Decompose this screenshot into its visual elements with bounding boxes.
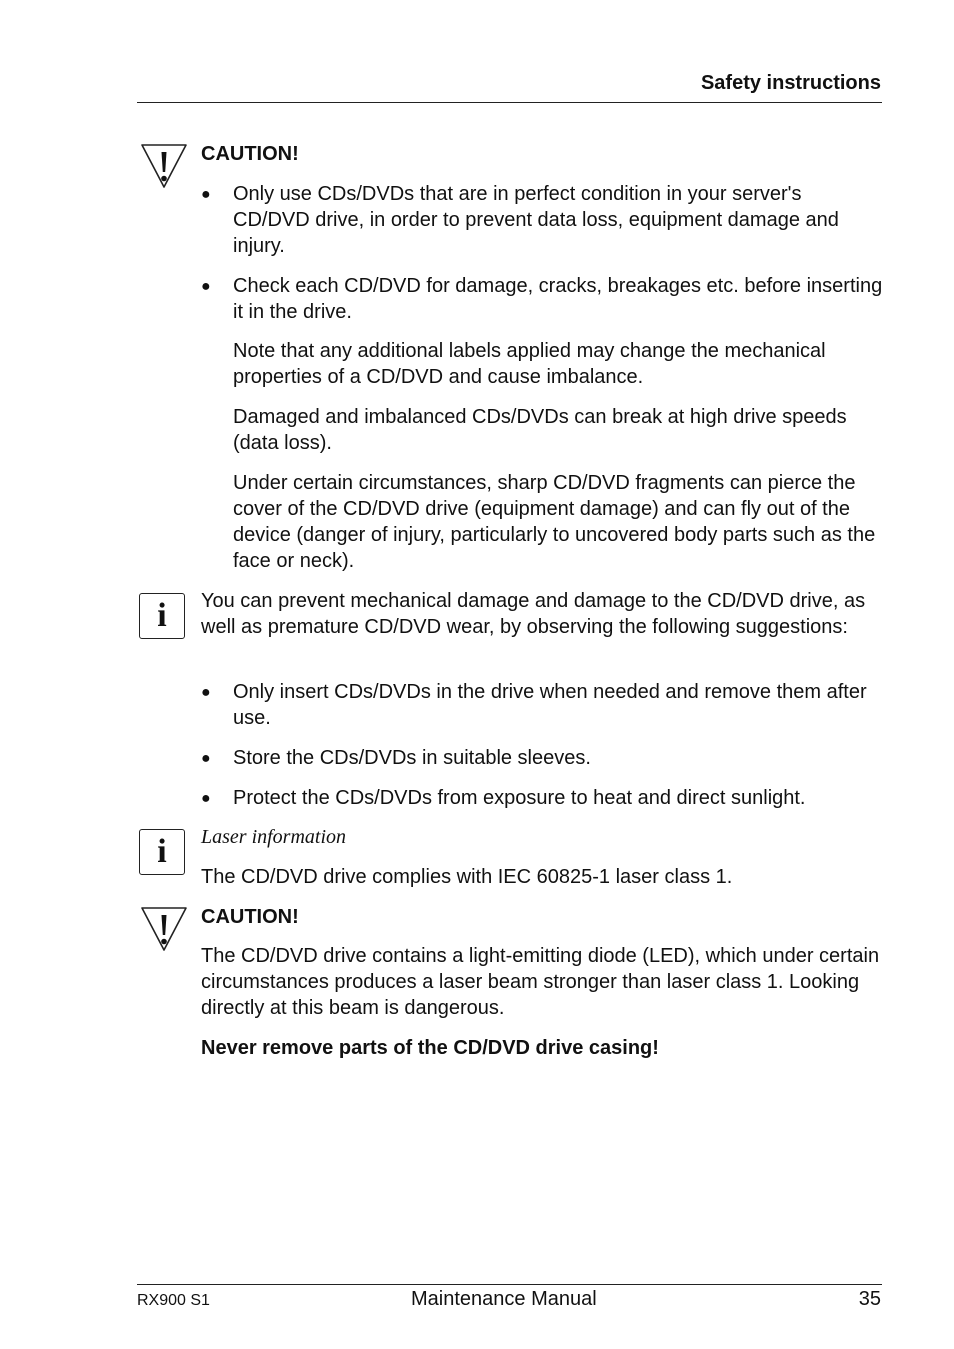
bullet-glyph: ● — [201, 278, 211, 295]
header-rule — [137, 102, 882, 103]
caution-icon — [139, 141, 189, 189]
footer-model: RX900 S1 — [137, 1292, 210, 1309]
footer-rule — [137, 1284, 882, 1285]
laser-info-heading: Laser information — [201, 826, 347, 848]
caution-bullet: Check each CD/DVD for damage, cracks, breakages etc. before inserting it in the drive. — [233, 275, 883, 323]
info-bullet: Protect the CDs/DVDs from exposure to heat and direct sunlight. — [233, 787, 806, 809]
caution-icon — [139, 904, 189, 952]
running-header: Safety instructions — [700, 72, 881, 94]
info-intro: You can prevent mechanical damage and damage to the CD/DVD drive, as well as premature CD/DVD wear, by observing the following suggestions: — [201, 590, 866, 638]
caution-bullet: Only use CDs/DVDs that are in perfect condition in your server's CD/DVD drive, in order to prevent data loss, equipment damage and injury. — [233, 183, 839, 257]
info-icon: i — [139, 593, 185, 639]
bullet-glyph: ● — [201, 750, 211, 767]
page-number: 35 — [858, 1288, 881, 1310]
caution-paragraph: Damaged and imbalanced CDs/DVDs can break at high drive speeds (data loss). — [233, 406, 847, 454]
bullet-glyph: ● — [201, 790, 211, 807]
caution-emphasis: Never remove parts of the CD/DVD drive casing! — [201, 1037, 659, 1059]
bullet-glyph: ● — [201, 186, 211, 203]
bullet-glyph: ● — [201, 684, 211, 701]
footer-manual-title: Maintenance Manual — [411, 1288, 597, 1310]
info-icon: i — [139, 829, 185, 875]
laser-info-text: The CD/DVD drive complies with IEC 60825-1 laser class 1. — [201, 866, 733, 888]
caution-heading: CAUTION! — [201, 906, 299, 928]
caution-heading: CAUTION! — [201, 143, 299, 165]
info-bullet: Store the CDs/DVDs in suitable sleeves. — [233, 747, 591, 769]
caution-paragraph: Under certain circumstances, sharp CD/DVD fragments can pierce the cover of the CD/DVD drive (equipment damage) and can fly out of the device (danger of injury, particularly to uncovered body parts such as the face or neck). — [233, 472, 876, 572]
caution-paragraph: Note that any additional labels applied may change the mechanical properties of a CD/DVD and cause imbalance. — [233, 340, 826, 388]
caution-text: The CD/DVD drive contains a light-emitting diode (LED), which under certain circumstances produces a laser beam stronger than laser class 1. Looking directly at this beam is dangerous. — [201, 945, 880, 1019]
info-bullet: Only insert CDs/DVDs in the drive when needed and remove them after use. — [233, 681, 867, 729]
